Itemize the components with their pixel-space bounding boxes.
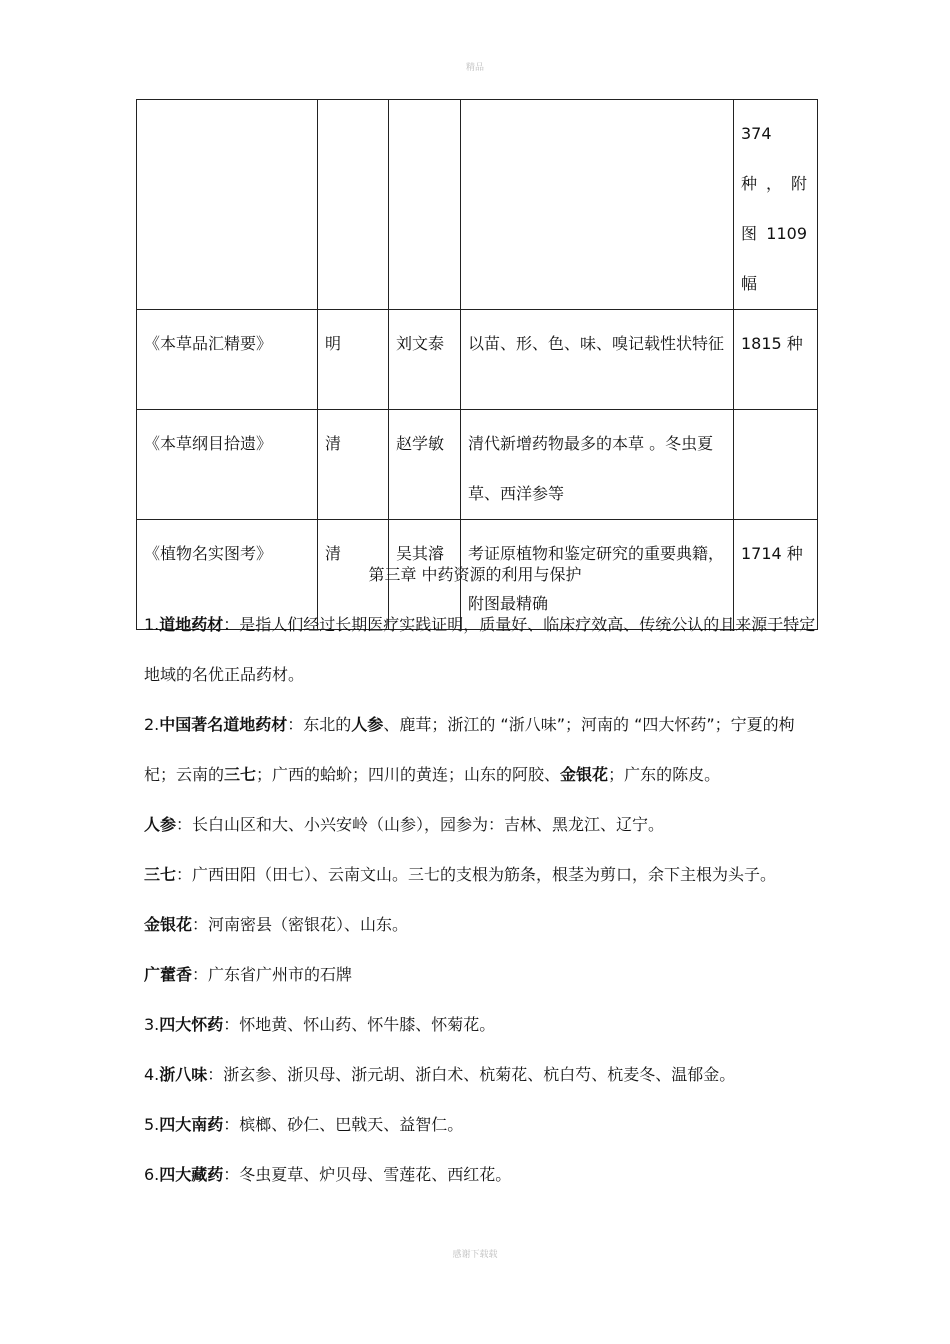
dynasty-cell <box>318 100 389 310</box>
item-number: 3. <box>144 1015 160 1034</box>
term: 广藿香 <box>144 965 193 984</box>
item-number: 2. <box>144 715 160 734</box>
daodi-paragraph <box>144 600 820 700</box>
term: 四大怀药 <box>159 1015 224 1034</box>
term: 人参 <box>351 715 384 734</box>
header-watermark: 精品 <box>465 63 484 73</box>
renshen-paragraph <box>144 800 820 850</box>
guanghuoxiang-paragraph <box>144 950 820 1000</box>
definition: ：槟榔、砂仁、巴戟天、益智仁。 <box>223 1115 464 1134</box>
dynasty-cell: 清 <box>318 410 389 520</box>
definition: ：河南密县（密银花）、山东。 <box>192 915 409 934</box>
term: 三七 <box>224 765 257 784</box>
term: 道地药材 <box>159 615 224 634</box>
term: 金银花 <box>560 765 609 784</box>
table-row <box>137 410 818 520</box>
table-row <box>137 310 818 410</box>
item-number: 4. <box>144 1065 160 1084</box>
jinyinhua-paragraph <box>144 900 820 950</box>
book-cell: 《植物名实图考》 <box>137 520 318 630</box>
dynasty-cell: 明 <box>318 310 389 410</box>
feature-cell: 以苗、形、色、味、嗅记载性状特征 <box>461 310 734 410</box>
item-number: 5. <box>144 1115 160 1134</box>
count-cell <box>734 410 818 520</box>
item-number: 6. <box>144 1165 160 1184</box>
definition: ：怀地黄、怀山药、怀牛膝、怀菊花。 <box>223 1015 496 1034</box>
herbal-books-table <box>136 99 818 630</box>
sidananyao-paragraph <box>144 1100 820 1150</box>
term: 中国著名道地药材 <box>159 715 288 734</box>
zhebawei-paragraph <box>144 1050 820 1100</box>
author-cell <box>389 100 461 310</box>
chapter-title: 第三章 中药资源的利用与保护 <box>368 565 582 584</box>
feature-cell: 考证原植物和鉴定研究的重要典籍，附图最精确 <box>461 520 734 630</box>
definition: ：冬虫夏草、炉贝母、雪莲花、西红花。 <box>223 1165 512 1184</box>
count-cell: 374 种，附 图 1109 幅 <box>734 100 818 310</box>
definition: ：广东省广州市的石牌 <box>192 965 353 984</box>
count-cell: 1815 种 <box>734 310 818 410</box>
dynasty-cell: 清 <box>318 520 389 630</box>
book-cell: 《本草纲目拾遗》 <box>137 410 318 520</box>
author-cell: 吴其濬 <box>389 520 461 630</box>
sidahuaiyao-paragraph <box>144 1000 820 1050</box>
feature-cell: 清代新增药物最多的本草 。冬虫夏草、西洋参等 <box>461 410 734 520</box>
text-segment: ；广东的陈皮。 <box>608 765 721 784</box>
text-segment: 、鹿茸；浙江的 “浙八味”；河南的 “四大怀药”；宁夏的枸杞；云南的 <box>144 715 795 784</box>
term: 三七 <box>144 865 177 884</box>
definition: ：长白山区和大、小兴安岭（山参），园参为：吉林、黑龙江、辽宁。 <box>176 815 665 834</box>
definition: ：浙玄参、浙贝母、浙元胡、浙白术、杭菊花、杭白芍、杭麦冬、温郁金。 <box>207 1065 736 1084</box>
term: 四大南药 <box>159 1115 224 1134</box>
book-cell <box>137 100 318 310</box>
definition: ：广西田阳（田七）、云南文山。三七的支根为筋条，根茎为剪口，余下主根为头子。 <box>176 865 777 884</box>
table-row <box>137 100 818 310</box>
sidazangyao-paragraph <box>144 1150 820 1200</box>
text-segment: ：东北的 <box>287 715 352 734</box>
count-cell: 1714 种 <box>734 520 818 630</box>
term: 浙八味 <box>159 1065 208 1084</box>
author-cell: 刘文泰 <box>389 310 461 410</box>
famous-herbs-paragraph <box>144 700 820 800</box>
text-segment: ；广西的蛤蚧；四川的黄连；山东的阿胶、 <box>256 765 561 784</box>
author-cell: 赵学敏 <box>389 410 461 520</box>
item-number: 1. <box>144 615 160 634</box>
definition: ：是指人们经过长期医疗实践证明，质量好、临床疗效高、传统公认的且来源于特定地域的名优正品药材。 <box>144 615 816 684</box>
footer-watermark: 感谢下载载 <box>452 1250 498 1260</box>
feature-cell <box>461 100 734 310</box>
chapter-body <box>144 600 820 1200</box>
term: 金银花 <box>144 915 193 934</box>
term: 人参 <box>144 815 177 834</box>
sanqi-paragraph <box>144 850 820 900</box>
book-cell: 《本草品汇精要》 <box>137 310 318 410</box>
term: 四大藏药 <box>159 1165 224 1184</box>
